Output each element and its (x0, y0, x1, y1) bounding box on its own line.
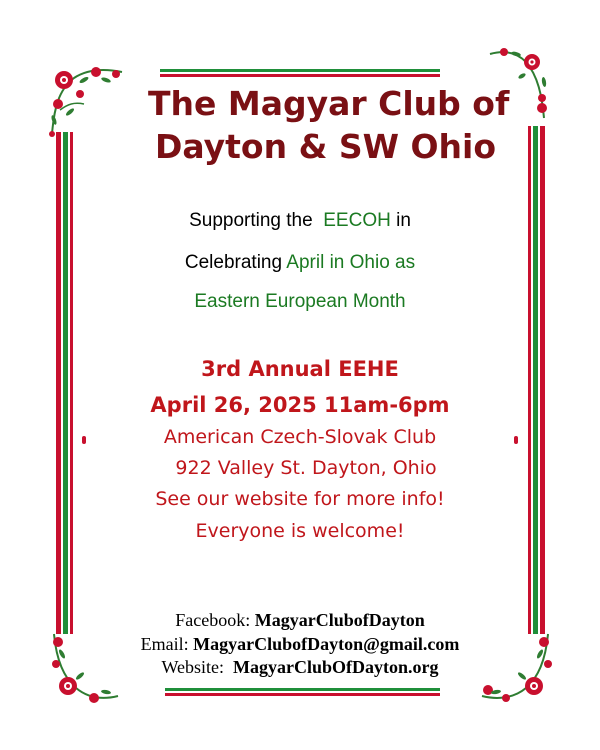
event-address: 922 Valley St. Dayton, Ohio (175, 457, 437, 479)
support-line-3: Eastern European Month (194, 291, 406, 312)
support-line-2-prefix: Celebrating (184, 252, 283, 273)
event-website-note: See our website for more info! (155, 488, 445, 510)
april-in-ohio-highlight: April in Ohio as (286, 252, 416, 273)
contact-facebook (0, 610, 600, 631)
event-date-time: April 26, 2025 11am-6pm (150, 393, 450, 417)
floral-corner-top-left-icon (44, 60, 134, 140)
title-line-1: The Magyar Club of (148, 84, 510, 123)
eecoh-highlight: EECOH (323, 210, 391, 231)
facebook-label: Facebook: (175, 610, 251, 630)
contact-email (0, 634, 600, 655)
title-line-2: Dayton & SW Ohio (155, 127, 497, 166)
website-link[interactable]: MagyarClubOfDayton.org (233, 657, 439, 677)
event-welcome: Everyone is welcome! (195, 520, 405, 542)
event-name: 3rd Annual EEHE (201, 357, 399, 381)
email-label: Email: (140, 634, 189, 654)
email-link[interactable]: MagyarClubofDayton@gmail.com (193, 634, 460, 654)
website-label: Website: (161, 657, 225, 677)
support-line-1 (0, 210, 600, 232)
support-line-1-prefix: Supporting the (189, 210, 313, 231)
facebook-link[interactable]: MagyarClubofDayton (254, 610, 425, 630)
support-line-2 (0, 252, 600, 274)
contact-website (0, 657, 600, 678)
event-venue: American Czech-Slovak Club (163, 426, 437, 448)
support-line-1-suffix: in (396, 210, 411, 231)
